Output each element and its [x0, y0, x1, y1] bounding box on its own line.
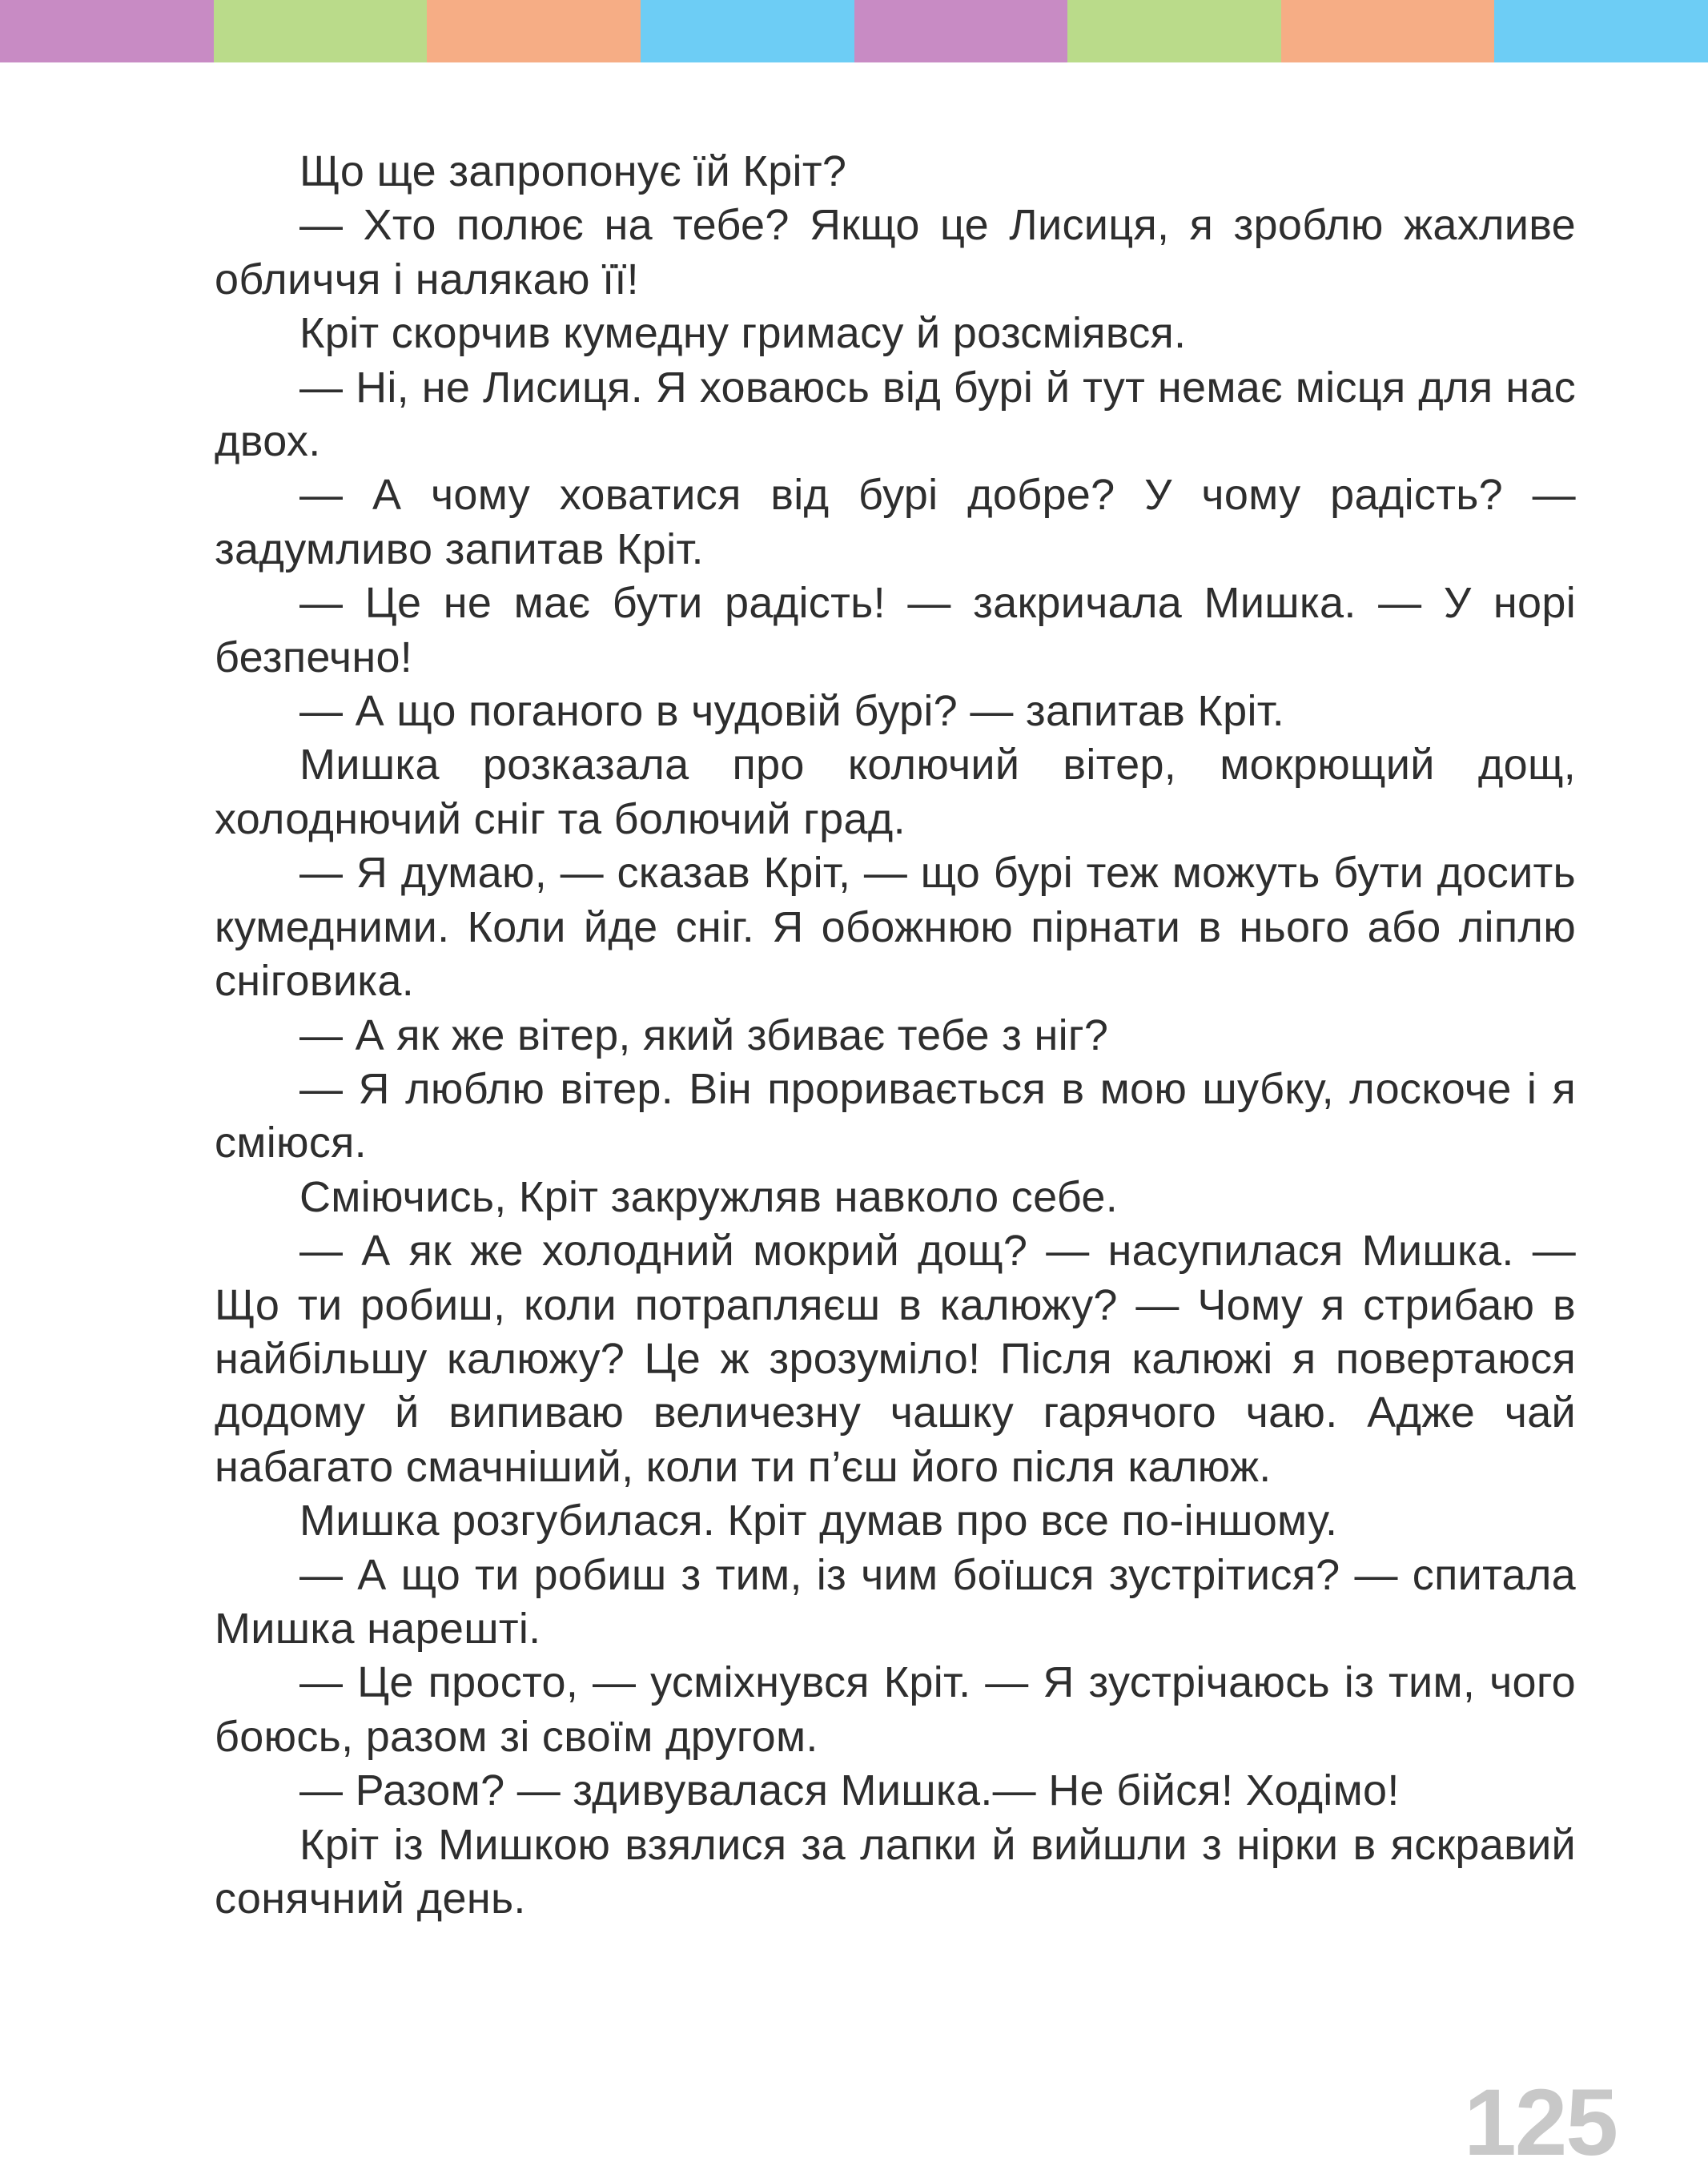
paragraph: Що ще запропонує їй Кріт? [299, 147, 847, 195]
color-strip-segment [427, 0, 641, 62]
paragraph: — Хто полює на тебе? Якщо це Лисиця, я зроблю жахливе обличчя і налякаю її! [215, 201, 1576, 303]
color-strip-segment [641, 0, 854, 62]
paragraph: — Разом? — здивувалася Мишка.— Не бійся! Ходімо! [299, 1766, 1400, 1815]
paragraph: — Ні, не Лисиця. Я ховаюсь від бурі й тут немає місця для нас двох. [215, 363, 1576, 466]
paragraph: — А що поганого в чудовій бурі? — запитав Кріт. [299, 687, 1285, 736]
paragraph: Сміючись, Кріт закружляв навколо себе. [299, 1172, 1119, 1221]
paragraph: — А як же вітер, який збиває тебе з ніг? [299, 1011, 1109, 1059]
color-strip-segment [1494, 0, 1708, 62]
color-strip-segment [214, 0, 428, 62]
paragraph: — Це не має бути радість! — закричала Мишка. — У норі безпечно! [215, 579, 1576, 681]
paragraph: — А як же холодний мокрий дощ? — насупилася Мишка. — Що ти робиш, коли потрапляєш в калюжу? — Чому я стрибаю в найбільшу калюжу? Це ж зрозуміло! Після калюжі я повертаюся додому й випиваю величезну чашку гарячого чаю. Адже чай набагато смачніший, коли ти п’єш його після калюж. [215, 1227, 1576, 1491]
paragraph: Мишка розказала про колючий вітер, мокрющий дощ, холоднючий сніг та болючий град. [215, 741, 1576, 843]
paragraph: — А що ти робиш з тим, із чим боїшся зустрітися? — спитала Мишка нарешті. [215, 1550, 1576, 1653]
paragraph: — Це просто, — усміхнувся Кріт. — Я зустрічаюсь із тим, чого боюсь, разом зі своїм другом. [215, 1658, 1576, 1761]
page-number: 125 [1464, 2070, 1617, 2176]
color-strip-segment [1281, 0, 1495, 62]
color-strip-segment [854, 0, 1068, 62]
story-text [215, 145, 1576, 1926]
paragraph: — Я люблю вітер. Він проривається в мою шубку, лоскоче і я сміюся. [215, 1064, 1576, 1167]
color-strip-segment [0, 0, 214, 62]
header-color-strip [0, 0, 1708, 62]
paragraph: Мишка розгубилася. Кріт думав про все по-іншому. [299, 1497, 1338, 1545]
color-strip-segment [1067, 0, 1281, 62]
paragraph: Кріт скорчив кумедну гримасу й розсміявся. [299, 309, 1187, 358]
paragraph: — Я думаю, — сказав Кріт, — що бурі теж можуть бути досить кумедними. Коли йде сніг. Я обожнюю пірнати в нього або ліплю сніговика. [215, 849, 1576, 1006]
paragraph: — А чому ховатися від бурі добре? У чому радість? — задумливо запитав Кріт. [215, 471, 1576, 573]
paragraph: Кріт із Мишкою взялися за лапки й вийшли з нірки в яскравий сонячний день. [215, 1820, 1576, 1923]
